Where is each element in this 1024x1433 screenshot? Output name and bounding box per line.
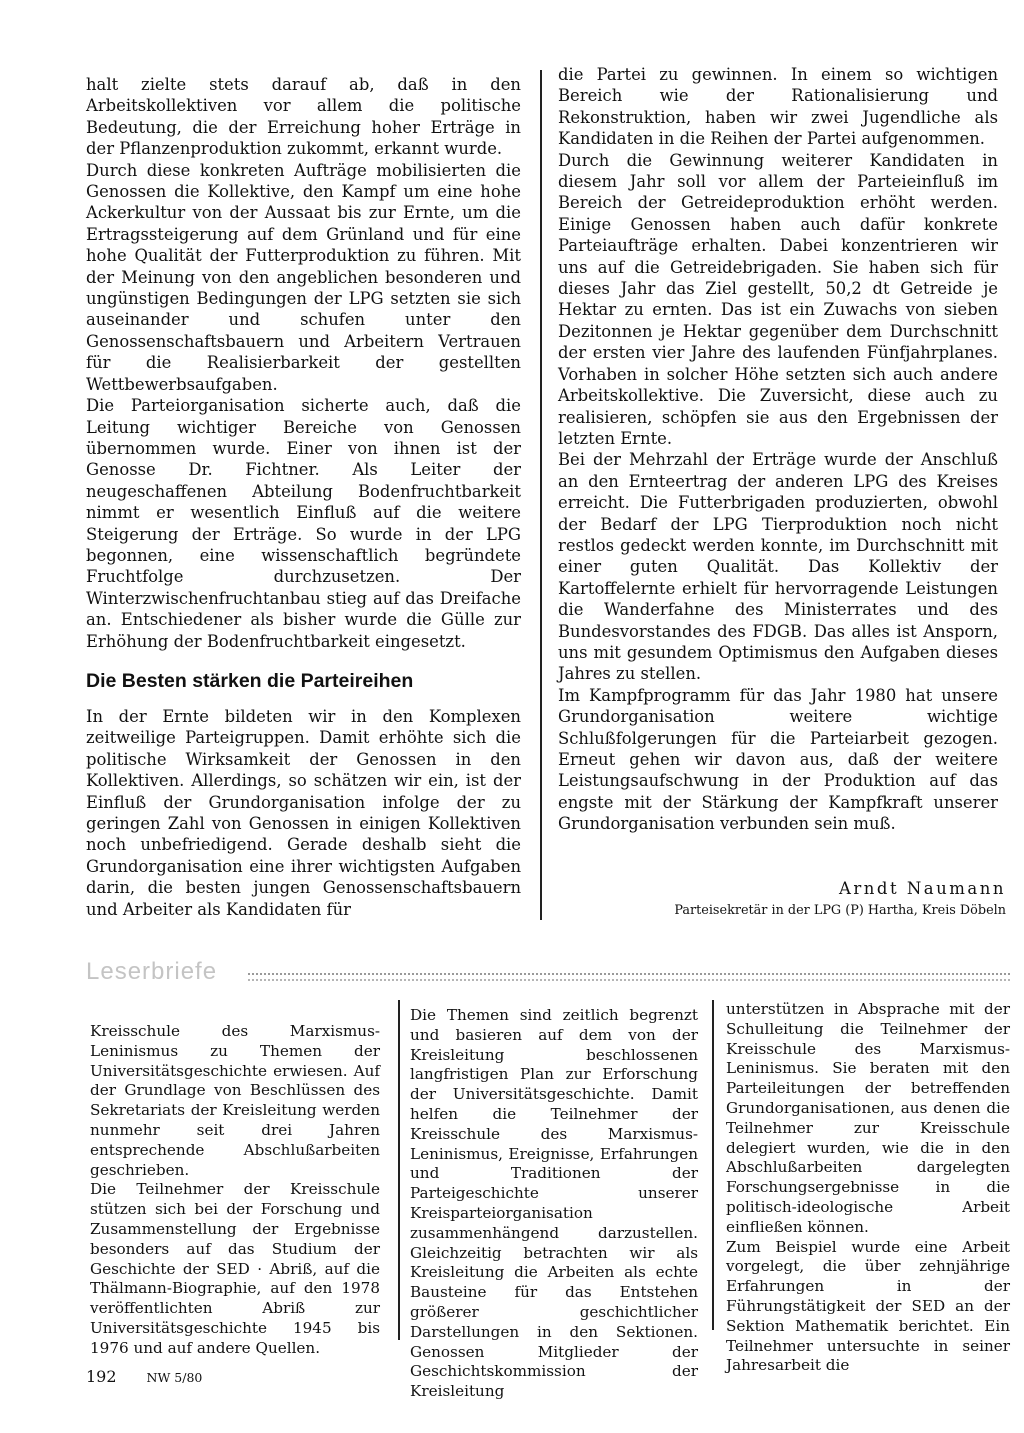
author-name: Arndt Naumann: [838, 879, 1006, 898]
letters-column-2: [410, 1006, 698, 1402]
article-paragraph: Die Parteiorganisation sicherte auch, daß die Leitung wichtiger Bereiche von Genossen übernommen wurde. Einer von ihnen ist der Genosse Dr. Fichtner. Als Leiter der neugeschaffenen Abteilung Bodenfruchtbarkeit nimmt er wesentlich Einfluß auf die weitere Steigerung der Erträge. So wurde in der LPG begonnen, eine wissenschaftlich begründete Fruchtfolge durchzusetzen. Der Winterzwischenfruchtanbau stieg auf das Dreifache an. Entschiedener als bisher wurde die Gülle zur Erhöhung der Bodenfruchtbarkeit eingesetzt.: [86, 396, 521, 651]
letter-paragraph: Zum Beispiel wurde eine Arbeit vorgelegt, die über zehnjährige Erfahrungen in der Führungstätigkeit der SED an der Sektion Mathematik berichtet. Ein Teilnehmer untersuchte in seiner Jahresarbeit die: [726, 1237, 1010, 1375]
section-rule: [248, 973, 1010, 981]
issue-label: NW 5/80: [146, 1370, 203, 1385]
page-number: 192: [86, 1367, 117, 1386]
article-paragraph: die Partei zu gewinnen. In einem so wichtigen Bereich wie der Rationalisierung und Rekonstruktion, haben wir zwei Jugendliche als Kandidaten in die Reihen der Partei aufgenommen.: [558, 65, 998, 149]
letter-paragraph: unterstützen in Absprache mit der Schulleitung die Teilnehmer der Kreisschule des Marxismus-Leninismus. Sie beraten mit den Parteileitungen der betreffenden Grundorganisationen, aus denen die Teilnehmer zur Kreisschule delegiert wurden, wie die in den Abschlußarbeiten dargelegten Forschungsergebnisse in die politisch-ideologische Arbeit einfließen können.: [726, 1000, 1010, 1236]
author-signature: [640, 878, 1006, 920]
page-footer: [86, 1367, 202, 1386]
article-paragraph: Bei der Mehrzahl der Erträge wurde der Anschluß an den Ernteertrag der anderen LPG des Kreises erreicht. Die Futterbrigaden produzierten, obwohl der Bedarf der LPG Tierproduktion noch nicht restlos gedeckt werden konnte, im Durchschnitt mit einer guten Qualität. Das Kollektiv der Kartoffelernte erhielt für hervorragende Leistungen die Wanderfahne des Ministerrates und des Bundesvorstandes des FDGB. Das alles ist Ansporn, uns mit gesundem Optimismus den Aufgaben dieses Jahres zu stellen.: [558, 450, 998, 684]
section-heading: Die Besten stärken die Parteireihen: [86, 669, 414, 692]
column-divider: [712, 1000, 714, 1330]
article-paragraph: In der Ernte bildeten wir in den Komplexen zeitweilige Parteigruppen. Damit erhöhte sich die politische Wirksamkeit der Genossen in den Kollektiven. Allerdings, so schätzen wir ein, ist der Einfluß der Grundorganisation infolge der zu geringen Zahl von Genossen in einigen Kollektiven noch unbefriedigend. Gerade deshalb sieht die Grundorganisation eine ihrer wichtigsten Aufgaben darin, die besten jungen Genossenschaftsbauern und Arbeiter als Kandidaten für: [86, 706, 521, 919]
article-paragraph: Durch diese konkreten Aufträge mobilisierten die Genossen die Kollektive, den Kampf um eine hohe Ackerkultur von der Aussaat bis zur Ernte, um die Ertragssteigerung auf dem Grünland und für eine hohe Qualität der Futterproduktion zu führen. Mit der Meinung von den angeblichen besonderen und ungünstigen Bedingungen der LPG setzten sie sich auseinander und schufen unter den Genossenschaftsbauern und Arbeitern Vertrauen für die Realisierbarkeit der gestellten Wettbewerbsaufgaben.: [86, 160, 521, 394]
column-divider: [540, 70, 542, 920]
article-paragraph: Im Kampfprogramm für das Jahr 1980 hat unsere Grundorganisation weitere wichtige Schlußfolgerungen für die Parteiarbeit gezogen. Erneut gehen wir davon aus, daß der weitere Leistungsaufschwung in der Produktion auf das engste mit der Stärkung der Kampfkraft unserer Grundorganisation verbunden sein muß.: [558, 685, 998, 834]
leserbriefe-title: Leserbriefe: [86, 958, 218, 985]
article-column-left: [86, 74, 521, 920]
author-role: Parteisekretär in der LPG (P) Hartha, Kreis Döbeln: [674, 903, 1006, 918]
letters-column-3: [726, 1000, 1010, 1376]
letter-paragraph: Kreisschule des Marxismus-Leninismus zu Themen der Universitätsgeschichte erwiesen. Auf der Grundlage von Beschlüssen des Sekretariats der Kreisleitung werden nunmehr seit drei Jahren entsprechende Abschlußarbeiten geschrieben.: [90, 1022, 380, 1179]
article-paragraph: halt zielte stets darauf ab, daß in den Arbeitskollektiven vor allem die politische Bedeutung, die der Erreichung hoher Erträge in der Pflanzenproduktion zukommt, erkannt wurde.: [86, 75, 521, 159]
letter-paragraph: Die Themen sind zeitlich begrenzt und basieren auf dem von der Kreisleitung beschlossenen langfristigen Plan zur Erforschung der Universitätsgeschichte. Damit helfen die Teilnehmer der Kreisschule des Marxismus-Leninismus, Ereignisse, Erfahrungen und Traditionen der Parteigeschichte unserer Kreisparteiorganisation zusammenhängend darzustellen. Gleichzeitig betrachten wir als Kreisleitung die Arbeiten als echte Bausteine für das Entstehen größerer geschichtlicher Darstellungen in den Sektionen. Genossen Mitglieder der Geschichtskommission der Kreisleitung: [410, 1006, 698, 1401]
letters-column-1: [90, 1022, 380, 1359]
letter-paragraph: Die Teilnehmer der Kreisschule stützen sich bei der Forschung und Zusammenstellung der Ergebnisse besonders auf das Studium der Geschichte der SED · Abriß, auf die Thälmann-Biographie, auf den 1978 veröffentlichten Abriß zur Universitätsgeschichte 1945 bis 1976 und auf andere Quellen.: [90, 1180, 380, 1357]
article-column-right: [558, 64, 998, 835]
article-paragraph: Durch die Gewinnung weiterer Kandidaten in diesem Jahr soll vor allem der Parteieinfluß im Bereich der Getreideproduktion erhöht werden. Einige Genossen haben auch dafür konkrete Parteiaufträge erhalten. Dabei konzentrieren wir uns auf die Getreidebrigaden. Sie haben sich für dieses Jahr das Ziel gestellt, 50,2 dt Getreide je Hektar zu ernten. Das ist ein Zuwachs von sieben Dezitonnen je Hektar gegenüber dem Durchschnitt der ersten vier Jahre des laufenden Fünfjahrplanes. Vorhaben in solcher Höhe setzten sich auch andere Arbeitskollektive. Die Zuversicht, diese auch zu realisieren, schöpfen sie aus den Ergebnissen der letzten Ernte.: [558, 150, 998, 448]
column-divider: [398, 1000, 400, 1340]
